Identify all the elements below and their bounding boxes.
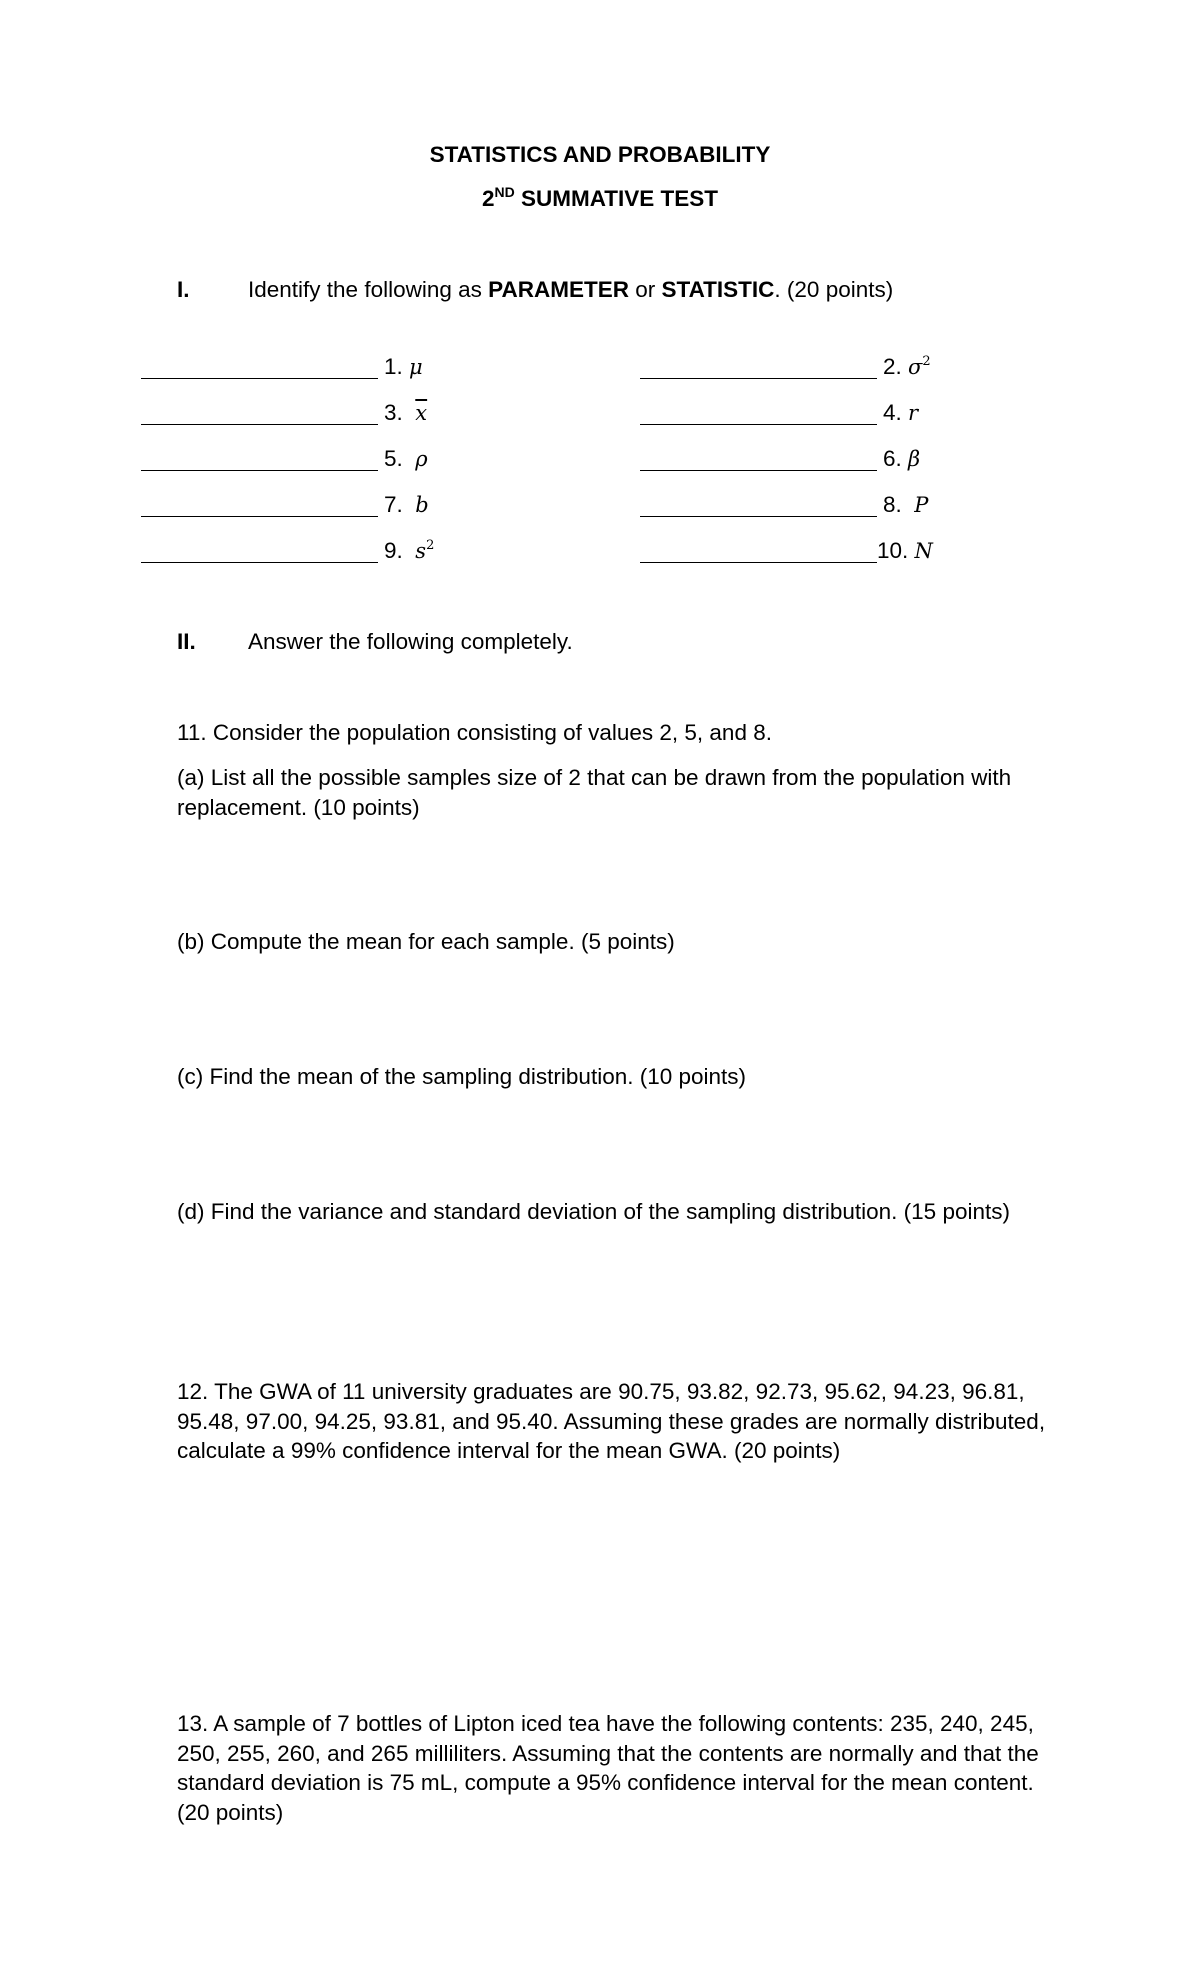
item-3: 3. $\overline{x}$: [384, 400, 428, 425]
question-11-stem: 11. Consider the population consisting of values 2, 5, and 8.: [177, 720, 772, 745]
answer-blank-2[interactable]: [640, 378, 877, 379]
part1-instruction: Identify the following as PARAMETER or STATISTIC. (20 points): [248, 277, 894, 302]
answer-blank-5[interactable]: [141, 470, 378, 471]
item-4: 4. r: [883, 400, 919, 425]
item-6: 6. β: [883, 446, 921, 471]
symbol-mu: μ: [409, 355, 423, 379]
symbol-s-squared: $s^2$: [415, 538, 435, 563]
symbol-beta: β: [908, 447, 921, 471]
question-11a: (a) List all the possible samples size of 2 that can be drawn from the population with replacement. (10 points): [177, 765, 1012, 820]
question-11d: (d) Find the variance and standard deviation of the sampling distribution. (15 points): [177, 1199, 1010, 1224]
symbol-sigma-squared: $\sigma^2$: [908, 354, 931, 379]
item-5: 5. ρ: [384, 446, 428, 471]
item-1: 1. μ: [384, 354, 423, 379]
subtitle-text: SUMMATIVE TEST: [520, 186, 719, 211]
answer-blank-10[interactable]: [640, 562, 877, 563]
symbol-rho: ρ: [415, 447, 428, 471]
question-11c: (c) Find the mean of the sampling distribution. (10 points): [177, 1064, 747, 1089]
symbol-n: N: [914, 539, 933, 563]
item-10: 10. N: [877, 538, 933, 563]
symbol-x-bar: $\overline{x}$: [415, 401, 428, 425]
question-13: 13. A sample of 7 bottles of Lipton iced tea have the following contents: 235, 240, 245, 250, 255, 260, and 265 milliliters. Assuming that the contents are normally and that the standard deviation is 75 mL, compute a 95% confidence interval for the mean content. (20 points): [177, 1711, 1039, 1825]
item-9: 9. $s^2$: [384, 538, 435, 563]
symbol-r: r: [908, 401, 919, 425]
answer-blank-9[interactable]: [141, 562, 378, 563]
subtitle-number: 2: [481, 186, 495, 211]
item-2: 2. $\sigma^2$: [883, 354, 931, 379]
answer-blank-6[interactable]: [640, 470, 877, 471]
answer-blank-1[interactable]: [141, 378, 378, 379]
answer-blank-3[interactable]: [141, 424, 378, 425]
part1-numeral: I.: [177, 277, 190, 302]
page-title: STATISTICS AND PROBABILITY: [429, 142, 771, 167]
answer-blank-8[interactable]: [640, 516, 877, 517]
item-8: 8. P: [883, 492, 929, 517]
part2-instruction: Answer the following completely.: [248, 629, 573, 654]
question-11b: (b) Compute the mean for each sample. (5 points): [177, 929, 675, 954]
item-7: 7. b: [384, 492, 429, 517]
answer-blank-7[interactable]: [141, 516, 378, 517]
answer-blank-4[interactable]: [640, 424, 877, 425]
symbol-p: P: [914, 493, 929, 517]
subtitle-ordinal: ND: [494, 184, 515, 200]
page-subtitle: [0, 186, 1200, 212]
symbol-b: b: [415, 493, 429, 517]
part2-numeral: II.: [177, 629, 196, 654]
question-12: 12. The GWA of 11 university graduates are 90.75, 93.82, 92.73, 95.62, 94.23, 96.81, 95.48, 97.00, 94.25, 93.81, and 95.40. Assuming these grades are normally distributed, calculate a 99% confidence interval for the mean GWA. (20 points): [177, 1379, 1046, 1463]
